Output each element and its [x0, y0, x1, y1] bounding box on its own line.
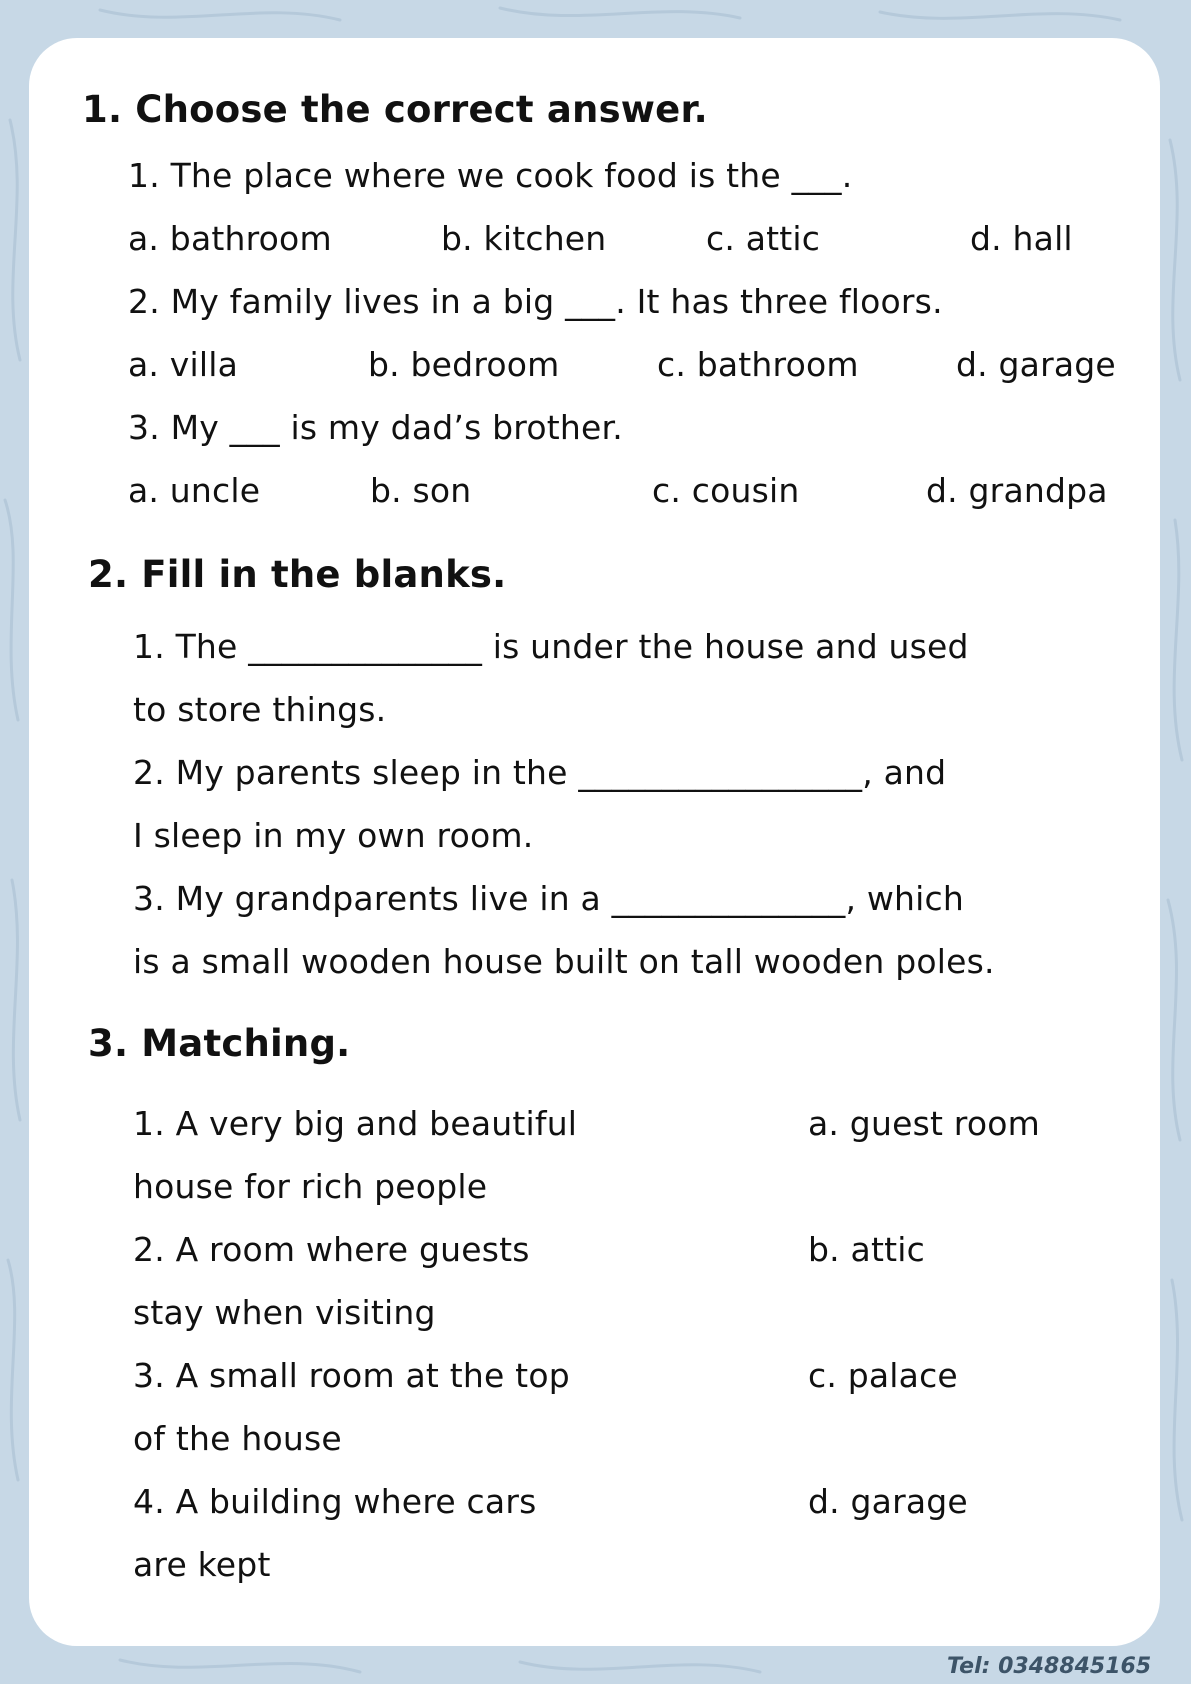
section-3-heading: 3. Matching.: [88, 1022, 351, 1065]
question-1-option-d[interactable]: d. hall: [970, 219, 1073, 258]
fill-line-5: 3. My grandparents live in a ______________, which: [133, 879, 964, 918]
question-1-option-b[interactable]: b. kitchen: [441, 219, 607, 258]
match-right-item-d[interactable]: d. garage: [808, 1482, 968, 1521]
match-right-item-c[interactable]: c. palace: [808, 1356, 958, 1395]
question-1-option-c[interactable]: c. attic: [706, 219, 821, 258]
question-3-text: 3. My ___ is my dad’s brother.: [128, 408, 623, 447]
match-left-line-4: stay when visiting: [133, 1293, 436, 1332]
question-1-option-a[interactable]: a. bathroom: [128, 219, 332, 258]
question-2-option-d[interactable]: d. garage: [956, 345, 1116, 384]
match-right-item-a[interactable]: a. guest room: [808, 1104, 1040, 1143]
section-2-heading: 2. Fill in the blanks.: [88, 553, 507, 596]
fill-line-4: I sleep in my own room.: [133, 816, 534, 855]
match-left-line-6: of the house: [133, 1419, 342, 1458]
match-left-line-5: 3. A small room at the top: [133, 1356, 570, 1395]
question-3-option-c[interactable]: c. cousin: [652, 471, 800, 510]
fill-line-3: 2. My parents sleep in the _________________, and: [133, 753, 947, 792]
fill-line-1: 1. The ______________ is under the house and used: [133, 627, 969, 666]
fill-line-6: is a small wooden house built on tall wooden poles.: [133, 942, 995, 981]
question-2-option-a[interactable]: a. villa: [128, 345, 239, 384]
match-left-line-3: 2. A room where guests: [133, 1230, 530, 1269]
match-left-line-8: are kept: [133, 1545, 271, 1584]
question-2-option-c[interactable]: c. bathroom: [657, 345, 859, 384]
match-right-item-b[interactable]: b. attic: [808, 1230, 925, 1269]
match-left-line-1: 1. A very big and beautiful: [133, 1104, 578, 1143]
question-3-option-d[interactable]: d. grandpa: [926, 471, 1108, 510]
match-left-line-7: 4. A building where cars: [133, 1482, 537, 1521]
question-3-option-b[interactable]: b. son: [370, 471, 472, 510]
question-1-text: 1. The place where we cook food is the ___.: [128, 156, 853, 195]
section-1-heading: 1. Choose the correct answer.: [82, 88, 708, 131]
question-2-option-b[interactable]: b. bedroom: [368, 345, 560, 384]
question-2-text: 2. My family lives in a big ___. It has three floors.: [128, 282, 943, 321]
footer-tel: Tel: 0348845165: [947, 1654, 1152, 1679]
question-3-option-a[interactable]: a. uncle: [128, 471, 261, 510]
fill-line-2: to store things.: [133, 690, 387, 729]
match-left-line-2: house for rich people: [133, 1167, 488, 1206]
